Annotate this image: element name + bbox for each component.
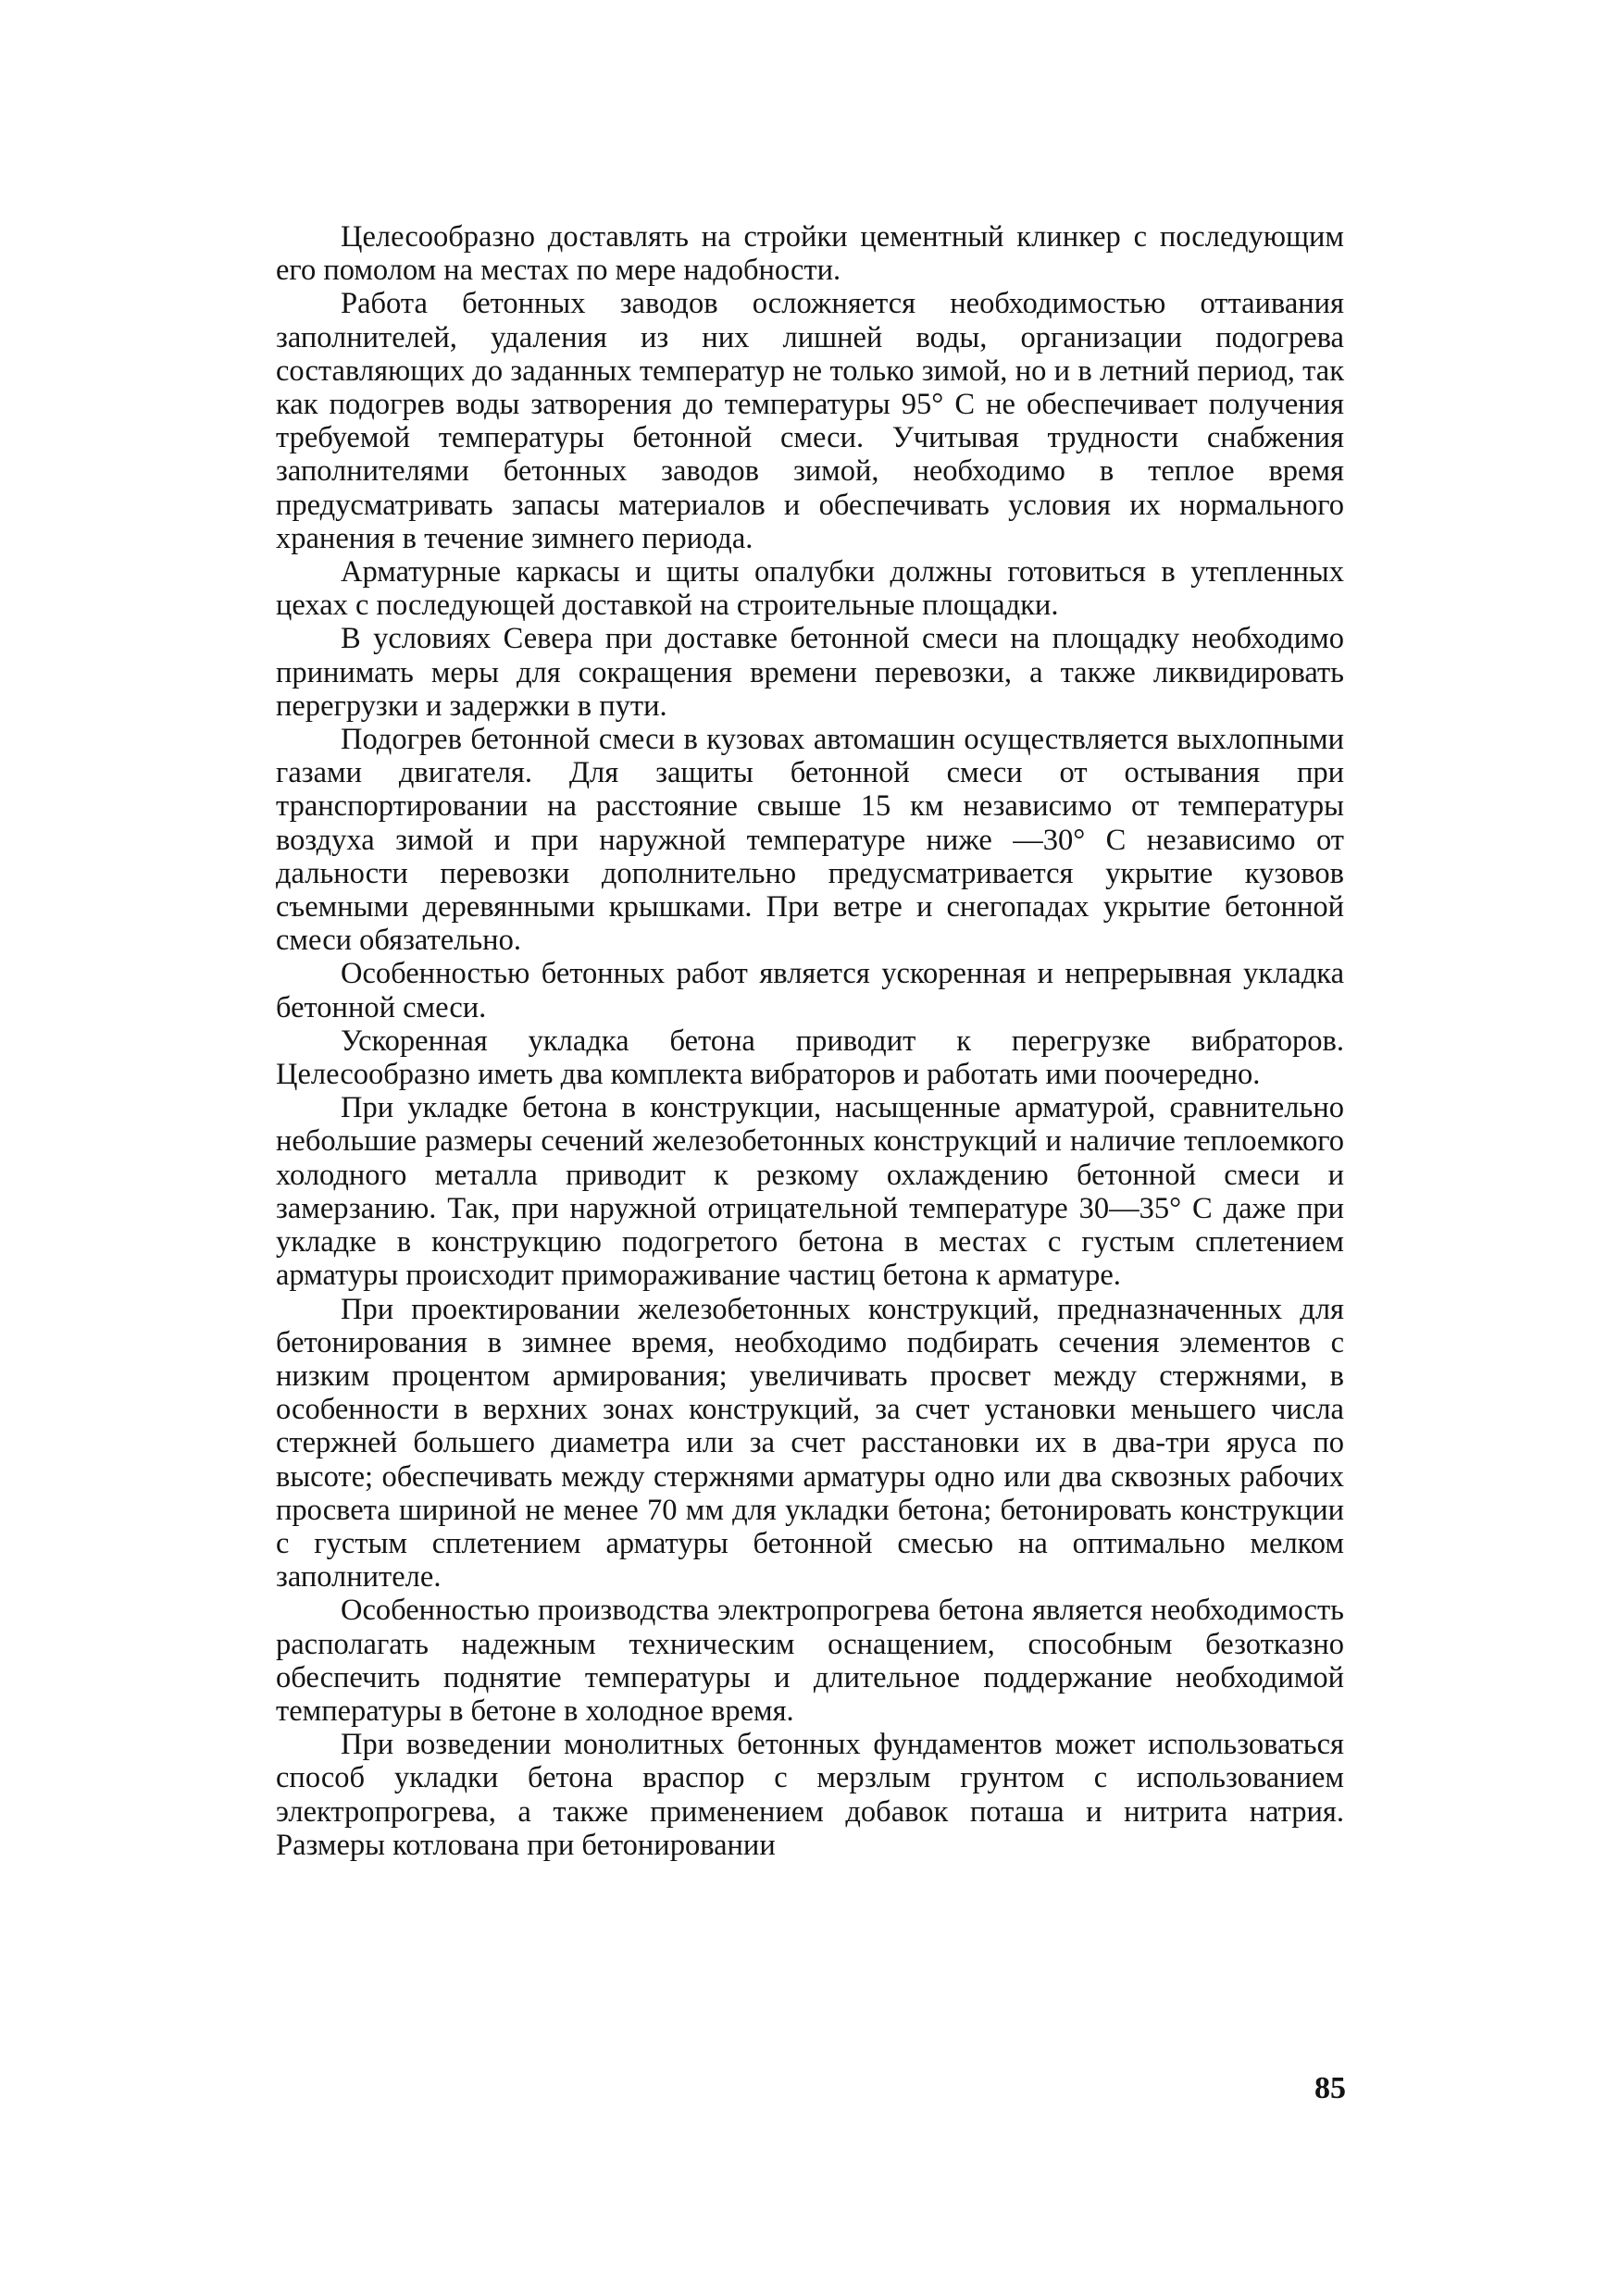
page-number: 85 [1314,2071,1346,2105]
paragraph-5: Подогрев бетонной смеси в кузовах автомашин осуществляется выхлопными газами двигателя. Для защиты бетонной смеси от остывания при транспортировании на расстояние свыше 15 км независимо от температуры воздуха зимой и при наружной температуре ниже —30° С независимо от дальности перевозки дополнительно предусматривается укрытие кузовов съемными деревянными крышками. При ветре и снегопадах укрытие бетонной смеси обязательно. [276,723,1344,958]
paragraph-9: При проектировании железобетонных конструкций, предназначенных для бетонирования в зимнее время, необходимо подбирать сечения элементов с низким процентом армирования; увеличивать просвет между стержнями, в особенности в верхних зонах конструкций, за счет установки меньшего числа стержней большего диаметра или за счет расстановки их в два-три яруса по высоте; обеспечивать между стержнями арматуры одно или два сквозных рабочих просвета шириной не менее 70 мм для укладки бетона; бетонировать конструкции с густым сплетением арматуры бетонной смесью на оптимально мелком заполнителе. [276,1292,1344,1595]
paragraph-10: Особенностью производства электропрогрева бетона является необходимость располагать надежным техническим оснащением, способным безотказно обеспечить поднятие температуры и длительное поддержание необходимой температуры в бетоне в холодное время. [276,1594,1344,1728]
paragraph-6: Особенностью бетонных работ является ускоренная и непрерывная укладка бетонной смеси. [276,957,1344,1024]
paragraph-7: Ускоренная укладка бетона приводит к перегрузке вибраторов. Целесообразно иметь два комплекта вибраторов и работать ими поочередно. [276,1024,1344,1092]
paragraph-8: При укладке бетона в конструкции, насыщенные арматурой, сравнительно небольшие размеры сечений железобетонных конструкций и наличие теплоемкого холодного металла приводит к резкому охлаждению бетонной смеси и замерзанию. Так, при наружной отрицательной температуре 30—35° С даже при укладке в конструкцию подогретого бетона в местах с густым сплетением арматуры происходит примораживание частиц бетона к арматуре. [276,1091,1344,1293]
paragraph-1: Целесообразно доставлять на стройки цементный клинкер с последующим его помолом на местах по мере надобности. [276,220,1344,288]
body-text [276,220,1344,1862]
paragraph-11: При возведении монолитных бетонных фундаментов может использоваться способ укладки бетона враспор с мерзлым грунтом с использованием электропрогрева, а также применением добавок поташа и нитрита натрия. Размеры котлована при бетонировании [276,1728,1344,1862]
paragraph-4: В условиях Севера при доставке бетонной смеси на площадку необходимо принимать меры для сокращения времени перевозки, а также ликвидировать перегрузки и задержки в пути. [276,622,1344,723]
paragraph-2: Работа бетонных заводов осложняется необходимостью оттаивания заполнителей, удаления из них лишней воды, организации подогрева составляющих до заданных температур не только зимой, но и в летний период, так как подогрев воды затворения до температуры 95° С не обеспечивает получения требуемой температуры бетонной смеси. Учитывая трудности снабжения заполнителями бетонных заводов зимой, необходимо в теплое время предусматривать запасы материалов и обеспечивать условия их нормального хранения в течение зимнего периода. [276,287,1344,555]
paragraph-3: Арматурные каркасы и щиты опалубки должны готовиться в утепленных цехах с последующей доставкой на строительные площадки. [276,555,1344,623]
